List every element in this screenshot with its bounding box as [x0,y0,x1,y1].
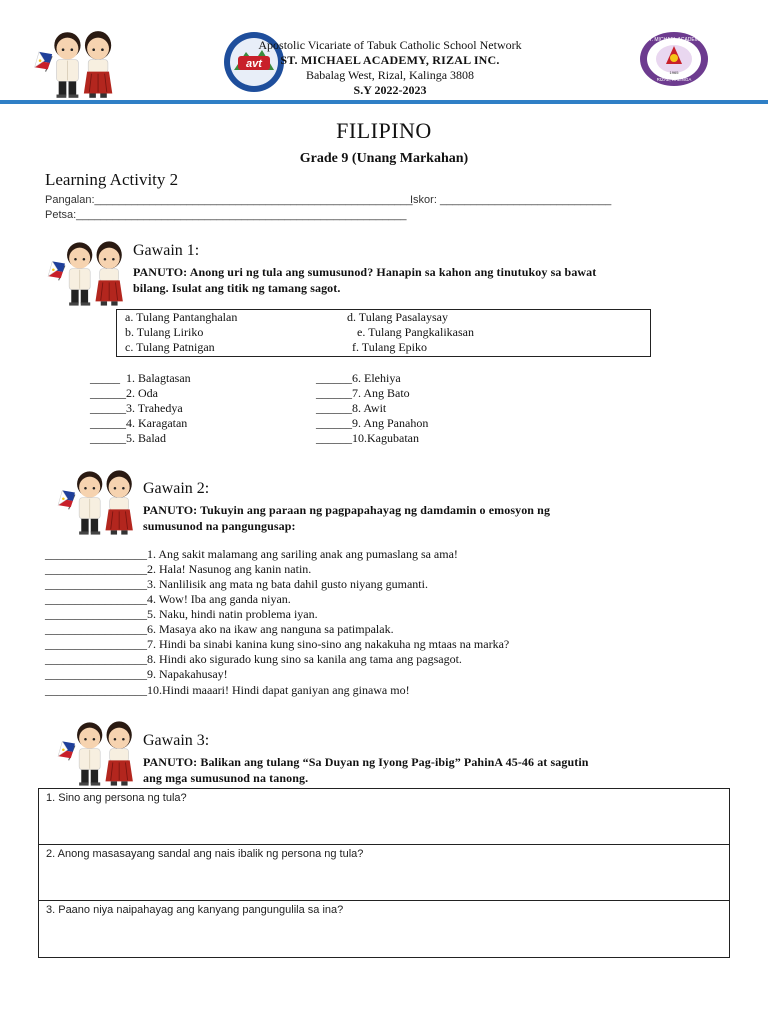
header-divider [0,100,768,104]
g1-item-10[interactable]: ______10.Kagubatan [316,431,419,445]
filipino-kids-illustration [56,718,136,795]
g2-sentence-8[interactable]: _________________8. Hindi ako sigurado kung sino sa kanila ang tama ang pagsagot. [45,652,462,666]
gawain3-instructions [143,754,589,786]
question-row-3[interactable] [39,901,729,957]
filipino-kids-illustration [32,30,116,105]
g2-sentence-3[interactable]: _________________3. Nanlilisik ang mata ng bata dahil gusto niyang gumanti. [45,577,428,591]
gawain2-panuto-line2: sumusunod na pangungusap: [143,519,296,533]
g1-item-5[interactable]: ______5. Balad [90,431,166,445]
choice-d: d. Tulang Pasalaysay [347,310,449,324]
filipino-kids-illustration [46,238,126,315]
g2-sentence-6[interactable]: _________________6. Masaya ako na ikaw ang nanguna sa patimpalak. [45,622,394,636]
gawain1-instructions [133,264,596,296]
g1-item-6[interactable]: ______6. Elehiya [316,371,401,385]
gawain2-instructions [143,502,550,534]
st-michael-academy-seal [638,30,710,93]
filipino-kids-illustration [56,467,136,544]
page-title: FILIPINO [336,118,432,143]
g2-sentence-4[interactable]: _________________4. Wow! Iba ang ganda niyan. [45,592,291,606]
choice-f: f. Tulang Epiko [352,340,428,354]
vicariate-line: Apostolic Vicariate of Tabuk Catholic School Network [258,38,522,52]
gawain3-panuto-line1: PANUTO: Balikan ang tulang “Sa Duyan ng Iyong Pag-ibig” PahinA 45-46 at sagutin [143,755,589,769]
g2-sentence-5[interactable]: _________________5. Naku, hindi natin problema iyan. [45,607,318,621]
avt-logo-text: avt [246,58,262,70]
question-row-2[interactable] [39,845,729,901]
g1-item-4[interactable]: ______4. Karagatan [90,416,188,430]
gawain1-heading: Gawain 1: [133,242,200,259]
g1-item-8[interactable]: ______8. Awit [316,401,387,415]
choice-a: a. Tulang Pantanghalan [125,310,238,324]
choice-e: e. Tulang Pangkalikasan [357,325,474,339]
g2-sentence-7[interactable]: _________________7. Hindi ba sinabi kanina kung sino-sino ang nakakuha ng mtaas na marka? [45,637,510,651]
seal-bottom-text: RIZAL, KALINGA [656,77,692,82]
g2-sentence-1[interactable]: _________________1. Ang sakit malamang ang sariling anak ang pumaslang sa ama! [45,547,458,561]
g2-sentence-2[interactable]: _________________2. Hala! Nasunog ang kanin natin. [45,562,312,576]
gawain2-panuto-line1: PANUTO: Tukuyin ang paraan ng pagpapahayag ng damdamin o emosyon ng [143,503,551,517]
school-header [240,38,540,98]
choice-c: c. Tulang Patnigan [125,340,215,354]
gawain1-panuto-line1: PANUTO: Anong uri ng tula ang sumusunod? Hanapin sa kahon ang tinutukoy sa bawat [133,265,597,279]
g1-item-3[interactable]: ______3. Trahedya [90,401,183,415]
gawain2-heading: Gawain 2: [143,480,210,497]
score-field[interactable]: Iskor: ____________________________ [410,194,612,206]
question-2: 2. Anong masasayang sandal ang nais ibalik ng persona ng tula? [46,848,364,860]
g2-sentence-10[interactable]: _________________10.Hindi maaari! Hindi dapat ganiyan ang ginawa mo! [45,683,410,697]
g1-item-9[interactable]: ______9. Ang Panahon [316,416,429,430]
question-row-1[interactable] [39,789,729,845]
question-1: 1. Sino ang persona ng tula? [46,792,187,804]
questions-table [38,788,730,958]
activity-title: Learning Activity 2 [45,170,179,189]
seal-top-text: ST. MICHAEL ACADEMY [645,37,703,43]
g1-item-7[interactable]: ______7. Ang Bato [316,386,410,400]
name-field[interactable]: Pangalan:____________________________________________________ [45,194,413,206]
choices-box [116,309,651,357]
g1-item-1[interactable]: _____ 1. Balagtasan [90,371,191,385]
gawain3-panuto-line2: ang mga sumusunod na tanong. [143,771,309,785]
choice-b: b. Tulang Liriko [125,325,204,339]
seal-year-text: 1965 [669,70,679,75]
g2-sentence-9[interactable]: _________________9. Napakahusay! [45,667,228,681]
gawain1-panuto-line2: bilang. Isulat ang titik ng tamang sagot. [133,281,341,295]
date-field[interactable]: Petsa:______________________________________________________ [45,209,407,221]
school-address: Babalag West, Rizal, Kalinga 3808 [305,68,475,82]
school-name: ST. MICHAEL ACADEMY, RIZAL INC. [280,53,500,67]
g1-item-2[interactable]: ______2. Oda [90,386,158,400]
question-3: 3. Paano niya naipahayag ang kanyang pangungulila sa ina? [46,904,344,916]
school-year: S.Y 2022-2023 [353,83,427,97]
gawain3-heading: Gawain 3: [143,732,210,749]
page-subtitle: Grade 9 (Unang Markahan) [299,151,469,166]
